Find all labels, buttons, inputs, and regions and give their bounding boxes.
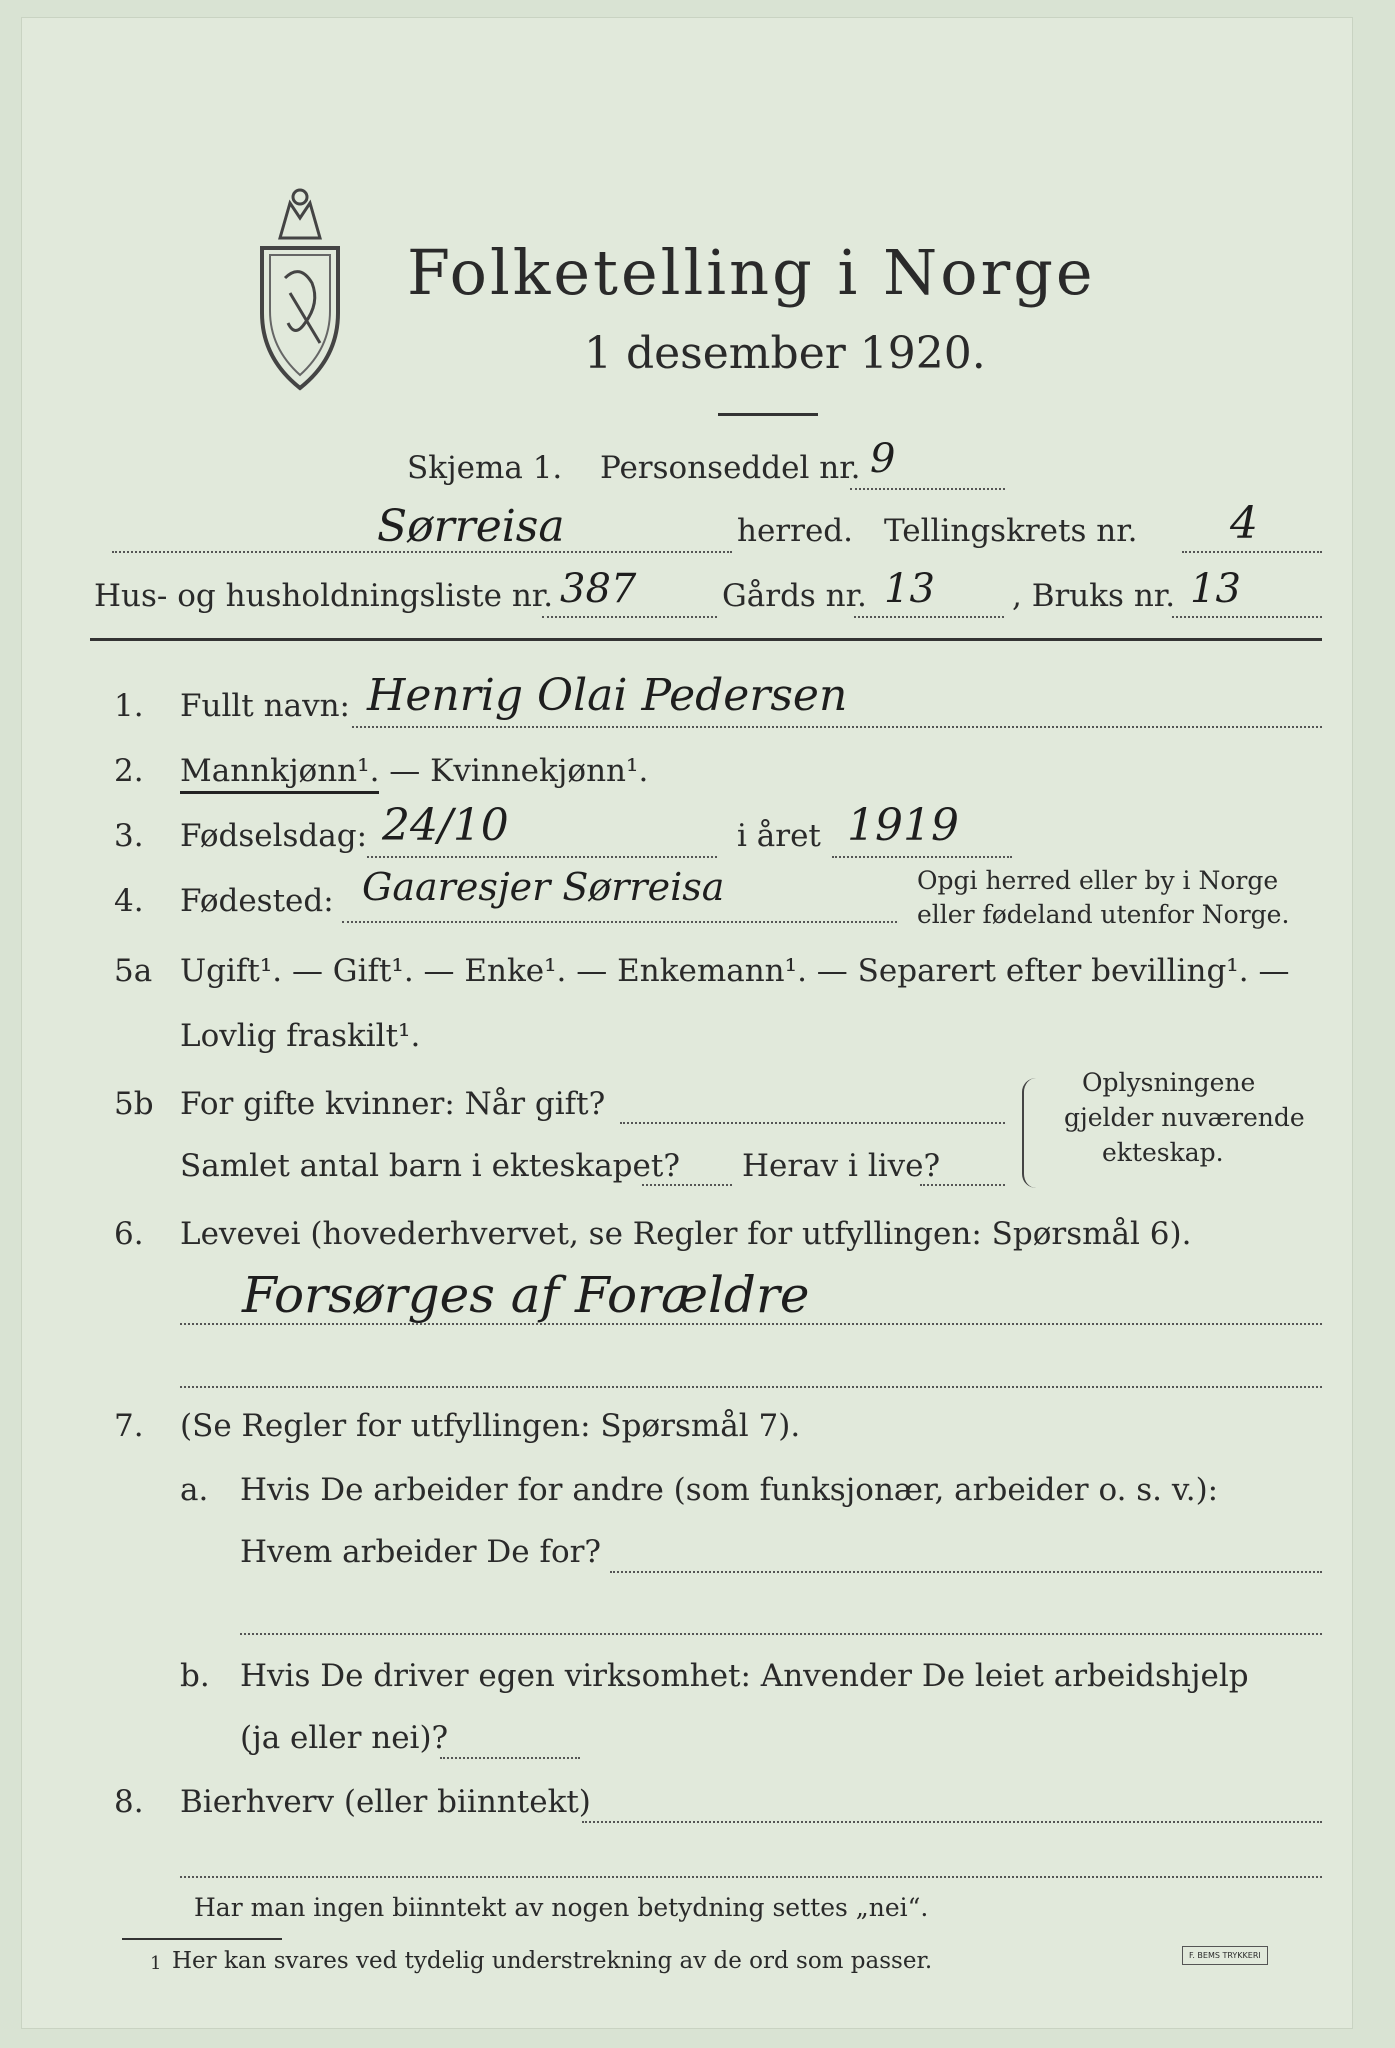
bruks-value[interactable]: 13 (1190, 566, 1241, 612)
hired-help-label: (ja eller nei)? (240, 1720, 449, 1756)
birthyear-label: i året (737, 818, 821, 854)
q3-number: 3. (114, 818, 144, 854)
form-title: Folketelling i Norge (407, 236, 1096, 309)
employer-label: Hvem arbeider De for? (240, 1534, 602, 1570)
marital-status-divorced[interactable]: Lovlig fraskilt¹. (180, 1018, 421, 1054)
sex-male-option[interactable] (180, 753, 648, 789)
birthplace-label: Fødested: (180, 883, 334, 919)
personseddel-label: Personseddel nr. (600, 450, 861, 486)
q8-number: 8. (114, 1784, 144, 1820)
birthdate-value[interactable]: 24/10 (382, 800, 509, 851)
q7-number: 7. (114, 1408, 144, 1444)
full-name-value[interactable]: Henrig Olai Pedersen (367, 670, 848, 721)
herred-label: herred. (737, 513, 853, 549)
side-occupation-label: Bierhverv (eller biinntekt) (180, 1784, 591, 1820)
q7-label: (Se Regler for utfyllingen: Spørsmål 7). (180, 1408, 801, 1444)
gards-value[interactable]: 13 (884, 566, 935, 612)
footnote-divider (122, 1938, 282, 1940)
personseddel-value[interactable]: 9 (870, 436, 896, 482)
norway-coat-of-arms-icon (250, 183, 350, 398)
census-date: 1 desember 1920. (584, 328, 986, 379)
occupation-label: Levevei (hovederhvervet, se Regler for utfyllingen: Spørsmål 6). (180, 1216, 1192, 1252)
printer-stamp: F. BEMS TRYKKERI (1182, 1946, 1268, 1965)
q7a-line1: Hvis De arbeider for andre (som funksjonær, arbeider o. s. v.): (240, 1472, 1219, 1508)
children-alive-label: Herav i live? (742, 1148, 941, 1184)
herred-value[interactable]: Sørreisa (377, 501, 565, 552)
sex-separator: — (379, 753, 431, 789)
q6-number: 6. (114, 1216, 144, 1252)
birthplace-value[interactable]: Gaaresjer Sørreisa (362, 865, 725, 909)
header-divider (90, 638, 1322, 641)
q7b-line1: Hvis De driver egen virksomhet: Anvender De leiet arbeidshjelp (240, 1658, 1249, 1694)
marriage-note-line3: ekteskap. (1102, 1138, 1224, 1167)
birthdate-label: Fødselsdag: (180, 818, 368, 854)
occupation-value[interactable]: Forsørges af Forældre (242, 1266, 810, 1324)
skjema-label: Skjema 1. (407, 450, 563, 486)
children-total-label: Samlet antal barn i ekteskapet? (180, 1148, 680, 1184)
birthplace-note-line2: eller fødeland utenfor Norge. (917, 900, 1290, 929)
sex-female-label: Kvinnekjønn¹. (430, 753, 649, 789)
tellingskrets-value[interactable]: 4 (1230, 498, 1258, 549)
q1-number: 1. (114, 688, 144, 724)
birthyear-value[interactable]: 1919 (847, 800, 959, 851)
bruks-label: , Bruks nr. (1012, 578, 1176, 614)
full-name-label: Fullt navn: (180, 688, 350, 724)
married-when-label: For gifte kvinner: Når gift? (180, 1086, 606, 1122)
brace-icon (1022, 1078, 1036, 1188)
q4-number: 4. (114, 883, 144, 919)
husliste-value[interactable]: 387 (560, 566, 637, 612)
footnote-marker: 1 (150, 1953, 162, 1974)
sex-male-label: Mannkjønn¹. (180, 753, 379, 794)
footnote-text: Her kan svares ved tydelig understrekning av de ord som passer. (172, 1948, 933, 1974)
birthplace-note-line1: Opgi herred eller by i Norge (917, 866, 1279, 895)
side-occupation-note: Har man ingen biinntekt av nogen betydning settes „nei“. (194, 1893, 929, 1922)
q7a-number: a. (180, 1472, 209, 1508)
q7b-number: b. (180, 1658, 210, 1694)
title-divider (718, 413, 818, 416)
marital-status-options[interactable]: Ugift¹. — Gift¹. — Enke¹. — Enkemann¹. — Separert efter bevilling¹. — (180, 953, 1290, 989)
marriage-note-line2: gjelder nuværende (1064, 1103, 1305, 1132)
gards-label: Gårds nr. (722, 578, 867, 614)
husliste-label: Hus- og husholdningsliste nr. (94, 578, 554, 614)
tellingskrets-label: Tellingskrets nr. (884, 513, 1138, 549)
q5a-number: 5a (114, 953, 153, 989)
q2-number: 2. (114, 753, 144, 789)
q5b-number: 5b (114, 1086, 154, 1122)
marriage-note-line1: Oplysningene (1082, 1068, 1256, 1097)
census-form (22, 18, 1352, 2028)
